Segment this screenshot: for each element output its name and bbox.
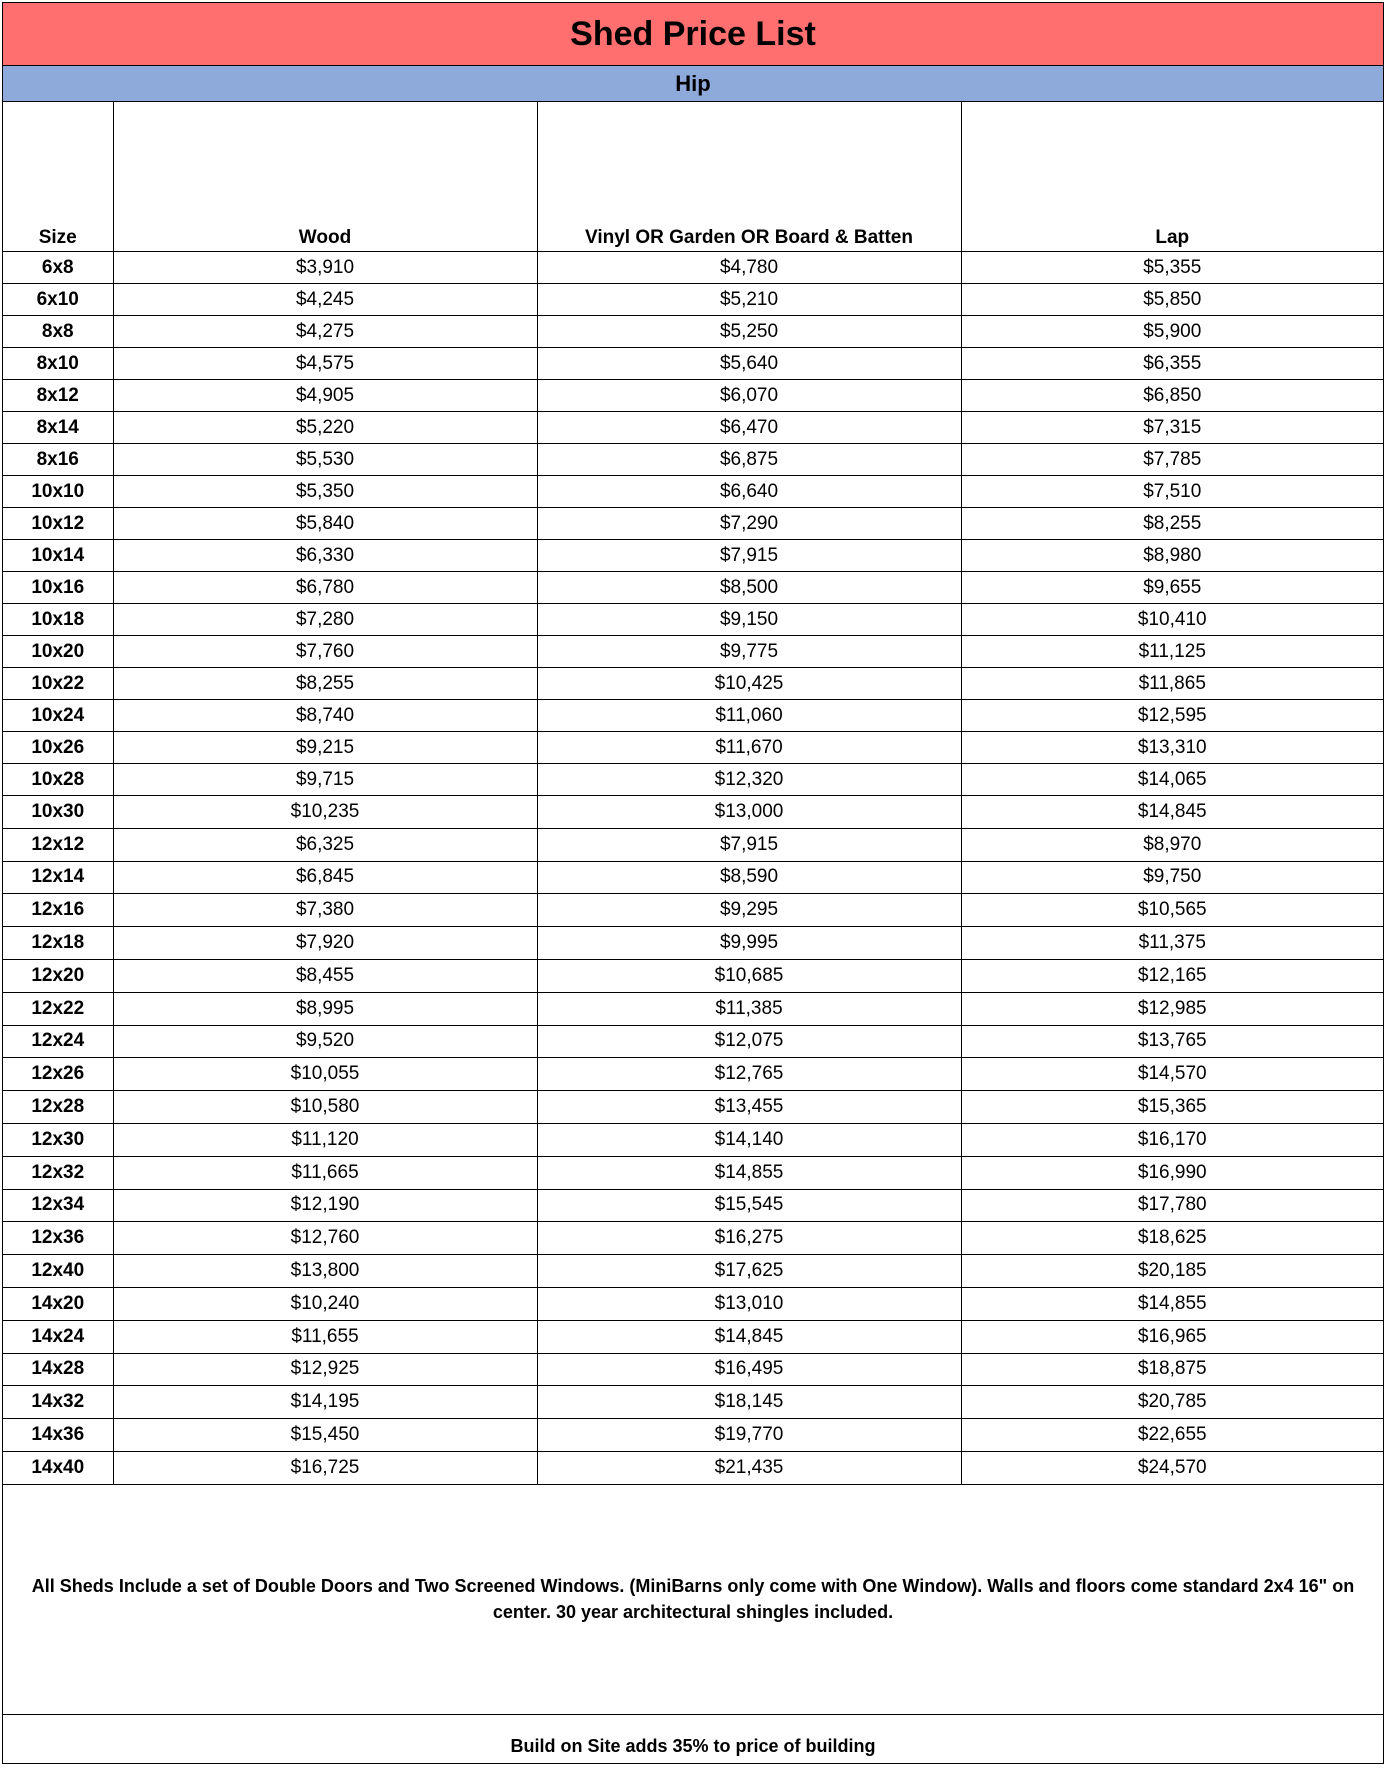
wood-price-cell: $5,350	[113, 476, 537, 508]
vinyl-price-cell: $6,470	[537, 412, 961, 444]
vinyl-price-cell: $18,145	[537, 1386, 961, 1419]
vinyl-price-cell: $11,670	[537, 732, 961, 764]
wood-price-cell: $14,195	[113, 1386, 537, 1419]
table-row	[3, 1419, 1383, 1452]
table-row	[3, 284, 1383, 316]
vinyl-price-cell: $5,210	[537, 284, 961, 316]
lap-price-cell: $17,780	[961, 1189, 1383, 1222]
wood-price-cell: $7,280	[113, 604, 537, 636]
vinyl-price-cell: $9,775	[537, 636, 961, 668]
lap-price-cell: $14,855	[961, 1287, 1383, 1320]
wood-price-cell: $4,275	[113, 316, 537, 348]
vinyl-price-cell: $5,640	[537, 348, 961, 380]
size-cell: 8x14	[3, 412, 113, 444]
lap-price-cell: $22,655	[961, 1419, 1383, 1452]
vinyl-price-cell: $6,640	[537, 476, 961, 508]
table-row	[3, 476, 1383, 508]
lap-price-cell: $12,595	[961, 700, 1383, 732]
vinyl-price-cell: $7,915	[537, 828, 961, 861]
table-row	[3, 380, 1383, 412]
wood-price-cell: $10,580	[113, 1091, 537, 1124]
vinyl-price-cell: $14,855	[537, 1156, 961, 1189]
lap-price-cell: $18,875	[961, 1353, 1383, 1386]
wood-price-cell: $4,245	[113, 284, 537, 316]
table-row	[3, 444, 1383, 476]
wood-price-cell: $16,725	[113, 1451, 537, 1484]
lap-price-cell: $11,125	[961, 636, 1383, 668]
lap-price-cell: $10,565	[961, 894, 1383, 927]
vinyl-price-cell: $6,875	[537, 444, 961, 476]
wood-price-cell: $9,215	[113, 732, 537, 764]
wood-price-cell: $8,740	[113, 700, 537, 732]
price-sheet	[2, 2, 1384, 1764]
size-cell: 10x24	[3, 700, 113, 732]
table-row	[3, 764, 1383, 796]
lap-price-cell: $16,170	[961, 1123, 1383, 1156]
page-title: Shed Price List	[3, 3, 1383, 66]
size-cell: 10x20	[3, 636, 113, 668]
lap-price-cell: $6,850	[961, 380, 1383, 412]
wood-price-cell: $6,780	[113, 572, 537, 604]
vinyl-price-cell: $14,140	[537, 1123, 961, 1156]
size-cell: 14x20	[3, 1287, 113, 1320]
lap-price-cell: $13,310	[961, 732, 1383, 764]
size-cell: 10x22	[3, 668, 113, 700]
wood-price-cell: $11,120	[113, 1123, 537, 1156]
vinyl-price-cell: $13,455	[537, 1091, 961, 1124]
size-cell: 12x22	[3, 992, 113, 1025]
size-cell: 10x18	[3, 604, 113, 636]
size-cell: 14x28	[3, 1353, 113, 1386]
lap-price-cell: $9,655	[961, 572, 1383, 604]
size-cell: 12x16	[3, 894, 113, 927]
wood-price-cell: $9,520	[113, 1025, 537, 1058]
lap-price-cell: $5,850	[961, 284, 1383, 316]
vinyl-price-cell: $7,915	[537, 540, 961, 572]
size-cell: 8x10	[3, 348, 113, 380]
table-row	[3, 959, 1383, 992]
size-cell: 12x12	[3, 828, 113, 861]
column-header-size: Size	[3, 102, 113, 252]
wood-price-cell: $5,840	[113, 508, 537, 540]
vinyl-price-cell: $13,000	[537, 796, 961, 829]
lap-price-cell: $12,985	[961, 992, 1383, 1025]
vinyl-price-cell: $5,250	[537, 316, 961, 348]
vinyl-price-cell: $12,075	[537, 1025, 961, 1058]
table-row	[3, 1451, 1383, 1484]
roof-style-subtitle: Hip	[3, 66, 1383, 102]
vinyl-price-cell: $19,770	[537, 1419, 961, 1452]
vinyl-price-cell: $6,070	[537, 380, 961, 412]
lap-price-cell: $20,785	[961, 1386, 1383, 1419]
size-cell: 14x40	[3, 1451, 113, 1484]
size-cell: 12x32	[3, 1156, 113, 1189]
lap-price-cell: $20,185	[961, 1255, 1383, 1288]
vinyl-price-cell: $15,545	[537, 1189, 961, 1222]
size-cell: 12x26	[3, 1058, 113, 1091]
size-cell: 12x14	[3, 861, 113, 894]
vinyl-price-cell: $21,435	[537, 1451, 961, 1484]
vinyl-price-cell: $16,495	[537, 1353, 961, 1386]
size-cell: 10x10	[3, 476, 113, 508]
column-header-vinyl: Vinyl OR Garden OR Board & Batten	[537, 102, 961, 252]
size-cell: 10x16	[3, 572, 113, 604]
size-cell: 12x30	[3, 1123, 113, 1156]
size-cell: 12x18	[3, 927, 113, 960]
table-row	[3, 796, 1383, 829]
lap-price-cell: $7,510	[961, 476, 1383, 508]
size-cell: 8x8	[3, 316, 113, 348]
lap-price-cell: $14,065	[961, 764, 1383, 796]
lap-price-cell: $10,410	[961, 604, 1383, 636]
vinyl-price-cell: $7,290	[537, 508, 961, 540]
table-row	[3, 636, 1383, 668]
wood-price-cell: $6,845	[113, 861, 537, 894]
wood-price-cell: $13,800	[113, 1255, 537, 1288]
wood-price-cell: $6,330	[113, 540, 537, 572]
vinyl-price-cell: $9,995	[537, 927, 961, 960]
size-cell: 8x12	[3, 380, 113, 412]
vinyl-price-cell: $14,845	[537, 1320, 961, 1353]
wood-price-cell: $3,910	[113, 252, 537, 284]
vinyl-price-cell: $13,010	[537, 1287, 961, 1320]
lap-price-cell: $15,365	[961, 1091, 1383, 1124]
wood-price-cell: $7,920	[113, 927, 537, 960]
wood-price-cell: $8,995	[113, 992, 537, 1025]
lap-price-cell: $5,355	[961, 252, 1383, 284]
wood-price-cell: $5,530	[113, 444, 537, 476]
wood-price-cell: $8,255	[113, 668, 537, 700]
wood-price-cell: $10,240	[113, 1287, 537, 1320]
table-row	[3, 861, 1383, 894]
table-row	[3, 1255, 1383, 1288]
wood-price-cell: $4,575	[113, 348, 537, 380]
table-row	[3, 1123, 1383, 1156]
vinyl-price-cell: $17,625	[537, 1255, 961, 1288]
table-row	[3, 700, 1383, 732]
wood-price-cell: $12,925	[113, 1353, 537, 1386]
lap-price-cell: $6,355	[961, 348, 1383, 380]
lap-price-cell: $12,165	[961, 959, 1383, 992]
lap-price-cell: $9,750	[961, 861, 1383, 894]
wood-price-cell: $15,450	[113, 1419, 537, 1452]
table-row	[3, 1320, 1383, 1353]
vinyl-price-cell: $8,500	[537, 572, 961, 604]
vinyl-price-cell: $12,765	[537, 1058, 961, 1091]
size-cell: 10x12	[3, 508, 113, 540]
size-cell: 12x20	[3, 959, 113, 992]
table-row	[3, 572, 1383, 604]
lap-price-cell: $7,315	[961, 412, 1383, 444]
vinyl-price-cell: $10,425	[537, 668, 961, 700]
price-table	[3, 102, 1383, 1485]
wood-price-cell: $11,665	[113, 1156, 537, 1189]
header-row	[3, 102, 1383, 252]
table-row	[3, 1353, 1383, 1386]
vinyl-price-cell: $9,150	[537, 604, 961, 636]
size-cell: 12x40	[3, 1255, 113, 1288]
lap-price-cell: $8,980	[961, 540, 1383, 572]
size-cell: 10x30	[3, 796, 113, 829]
wood-price-cell: $10,055	[113, 1058, 537, 1091]
build-on-site-note: Build on Site adds 35% to price of building	[510, 1736, 876, 1757]
table-row	[3, 894, 1383, 927]
price-table-body	[3, 252, 1383, 1485]
table-row	[3, 1091, 1383, 1124]
included-features-note: All Sheds Include a set of Double Doors and Two Screened Windows. (MiniBarns only come with One Window). Walls and floors come standard 2x4 16" on center. 30 year architectural shingles included.	[3, 1485, 1383, 1715]
lap-price-cell: $11,375	[961, 927, 1383, 960]
vinyl-price-cell: $11,385	[537, 992, 961, 1025]
table-row	[3, 1058, 1383, 1091]
wood-price-cell: $12,190	[113, 1189, 537, 1222]
table-row	[3, 668, 1383, 700]
column-header-wood: Wood	[113, 102, 537, 252]
table-row	[3, 252, 1383, 284]
lap-price-cell: $7,785	[961, 444, 1383, 476]
table-row	[3, 540, 1383, 572]
table-row	[3, 412, 1383, 444]
table-row	[3, 828, 1383, 861]
table-row	[3, 348, 1383, 380]
size-cell: 14x32	[3, 1386, 113, 1419]
table-row	[3, 1287, 1383, 1320]
table-row	[3, 316, 1383, 348]
size-cell: 10x28	[3, 764, 113, 796]
wood-price-cell: $5,220	[113, 412, 537, 444]
size-cell: 6x8	[3, 252, 113, 284]
table-row	[3, 1189, 1383, 1222]
vinyl-price-cell: $9,295	[537, 894, 961, 927]
wood-price-cell: $4,905	[113, 380, 537, 412]
vinyl-price-cell: $4,780	[537, 252, 961, 284]
lap-price-cell: $13,765	[961, 1025, 1383, 1058]
lap-price-cell: $14,845	[961, 796, 1383, 829]
wood-price-cell: $10,235	[113, 796, 537, 829]
size-cell: 10x14	[3, 540, 113, 572]
wood-price-cell: $6,325	[113, 828, 537, 861]
size-cell: 12x28	[3, 1091, 113, 1124]
vinyl-price-cell: $10,685	[537, 959, 961, 992]
table-row	[3, 1025, 1383, 1058]
table-row	[3, 1156, 1383, 1189]
vinyl-price-cell: $12,320	[537, 764, 961, 796]
size-cell: 12x24	[3, 1025, 113, 1058]
lap-price-cell: $8,255	[961, 508, 1383, 540]
size-cell: 10x26	[3, 732, 113, 764]
vinyl-price-cell: $16,275	[537, 1222, 961, 1255]
wood-price-cell: $9,715	[113, 764, 537, 796]
lap-price-cell: $24,570	[961, 1451, 1383, 1484]
size-cell: 12x34	[3, 1189, 113, 1222]
lap-price-cell: $14,570	[961, 1058, 1383, 1091]
vinyl-price-cell: $11,060	[537, 700, 961, 732]
column-header-lap: Lap	[961, 102, 1383, 252]
wood-price-cell: $7,380	[113, 894, 537, 927]
table-row	[3, 1386, 1383, 1419]
table-row	[3, 1222, 1383, 1255]
size-cell: 6x10	[3, 284, 113, 316]
lap-price-cell: $18,625	[961, 1222, 1383, 1255]
lap-price-cell: $16,990	[961, 1156, 1383, 1189]
table-row	[3, 992, 1383, 1025]
wood-price-cell: $11,655	[113, 1320, 537, 1353]
table-row	[3, 732, 1383, 764]
table-row	[3, 508, 1383, 540]
table-row	[3, 604, 1383, 636]
size-cell: 14x36	[3, 1419, 113, 1452]
lap-price-cell: $5,900	[961, 316, 1383, 348]
lap-price-cell: $8,970	[961, 828, 1383, 861]
size-cell: 14x24	[3, 1320, 113, 1353]
table-row	[3, 927, 1383, 960]
lap-price-cell: $11,865	[961, 668, 1383, 700]
wood-price-cell: $7,760	[113, 636, 537, 668]
wood-price-cell: $8,455	[113, 959, 537, 992]
lap-price-cell: $16,965	[961, 1320, 1383, 1353]
wood-price-cell: $12,760	[113, 1222, 537, 1255]
size-cell: 8x16	[3, 444, 113, 476]
size-cell: 12x36	[3, 1222, 113, 1255]
vinyl-price-cell: $8,590	[537, 861, 961, 894]
